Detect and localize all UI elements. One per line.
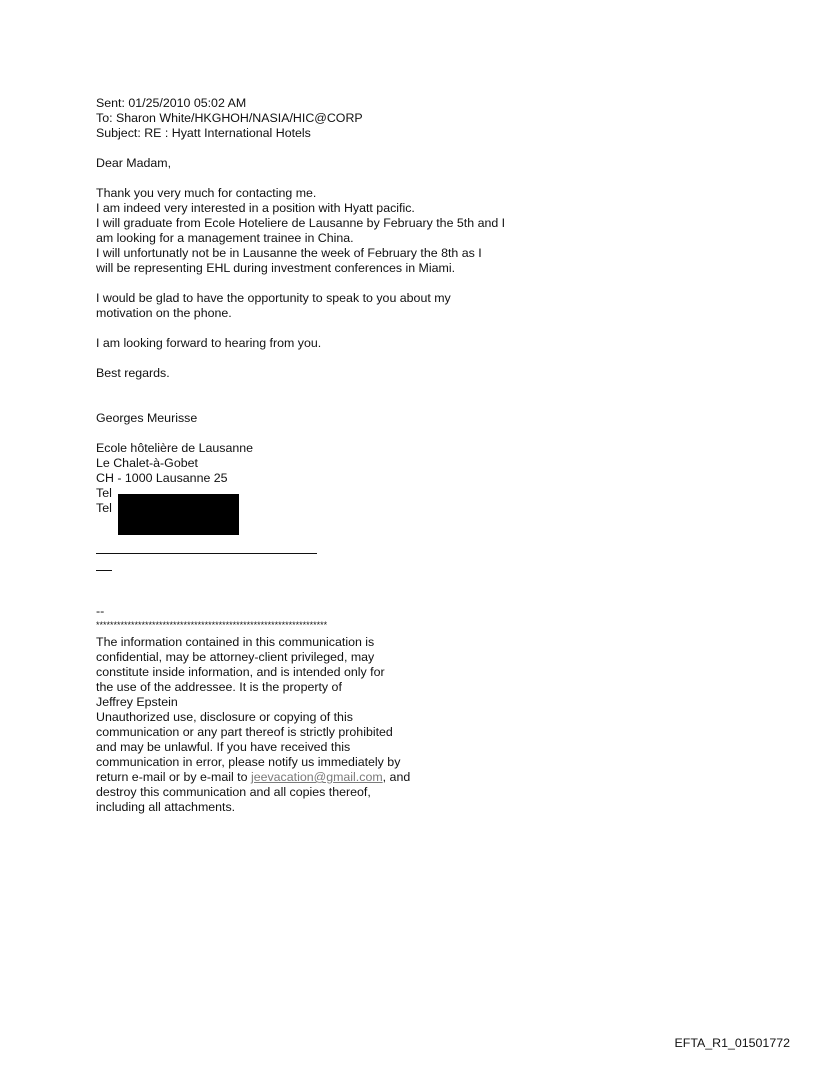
disclaimer-link-line — [96, 770, 536, 785]
separator-dash — [96, 570, 112, 571]
disclaimer-line: the use of the addressee. It is the property of — [96, 680, 342, 694]
disclaimer-stars: ****************************************************************** — [96, 620, 328, 630]
signature-address-2: CH - 1000 Lausanne 25 — [96, 471, 228, 485]
body-line: motivation on the phone. — [96, 306, 232, 320]
signature-school: Ecole hôtelière de Lausanne — [96, 441, 254, 455]
separator-rule — [96, 553, 317, 554]
disclaimer-line: confidential, may be attorney-client privileged, may — [96, 650, 375, 664]
body-line: I will graduate from Ecole Hoteliere de Lausanne by February the 5th and I — [96, 216, 506, 230]
disclaimer-line: communication in error, please notify us immediately by — [96, 755, 401, 769]
signature-address-1: Le Chalet-à-Gobet — [96, 456, 198, 470]
signature-name: Georges Meurisse — [96, 411, 198, 425]
sent-line: Sent: 01/25/2010 05:02 AM — [96, 96, 247, 110]
disclaimer-line: Jeffrey Epstein — [96, 695, 178, 709]
body-line: I am indeed very interested in a position with Hyatt pacific. — [96, 201, 415, 215]
signature-tel-2: Tel — [96, 501, 112, 515]
signature-tel-1: Tel — [96, 486, 112, 500]
disclaimer-line: including all attachments. — [96, 800, 236, 814]
document-id: EFTA_R1_01501772 — [674, 1036, 790, 1050]
closing: Best regards. — [96, 366, 170, 380]
email-link[interactable]: jeevacation@gmail.com — [250, 770, 383, 784]
email-document — [96, 96, 556, 516]
disclaimer-text: return e-mail or by e-mail to — [96, 770, 251, 784]
body-line: I would be glad to have the opportunity to speak to you about my — [96, 291, 451, 305]
to-line: To: Sharon White/HKGHOH/NASIA/HIC@CORP — [96, 111, 363, 125]
disclaimer-line: communication or any part thereof is strictly prohibited — [96, 725, 393, 739]
redaction-block — [118, 494, 239, 535]
subject-line: Subject: RE : Hyatt International Hotels — [96, 126, 311, 140]
disclaimer-dashes: -- — [96, 604, 105, 618]
body-line: I will unfortunatly not be in Lausanne the week of February the 8th as I — [96, 246, 482, 260]
body-line: will be representing EHL during investment conferences in Miami. — [96, 261, 456, 275]
body-line: I am looking forward to hearing from you. — [96, 336, 322, 350]
disclaimer-line: constitute inside information, and is intended only for — [96, 665, 385, 679]
confidentiality-disclaimer — [96, 604, 536, 815]
body-line: am looking for a management trainee in China. — [96, 231, 354, 245]
disclaimer-text: , and — [382, 770, 411, 784]
greeting: Dear Madam, — [96, 156, 172, 170]
body-line: Thank you very much for contacting me. — [96, 186, 317, 200]
disclaimer-line: destroy this communication and all copies thereof, — [96, 785, 371, 799]
disclaimer-line: Unauthorized use, disclosure or copying of this — [96, 710, 353, 724]
disclaimer-line: The information contained in this communication is — [96, 635, 375, 649]
disclaimer-line: and may be unlawful. If you have received this — [96, 740, 351, 754]
